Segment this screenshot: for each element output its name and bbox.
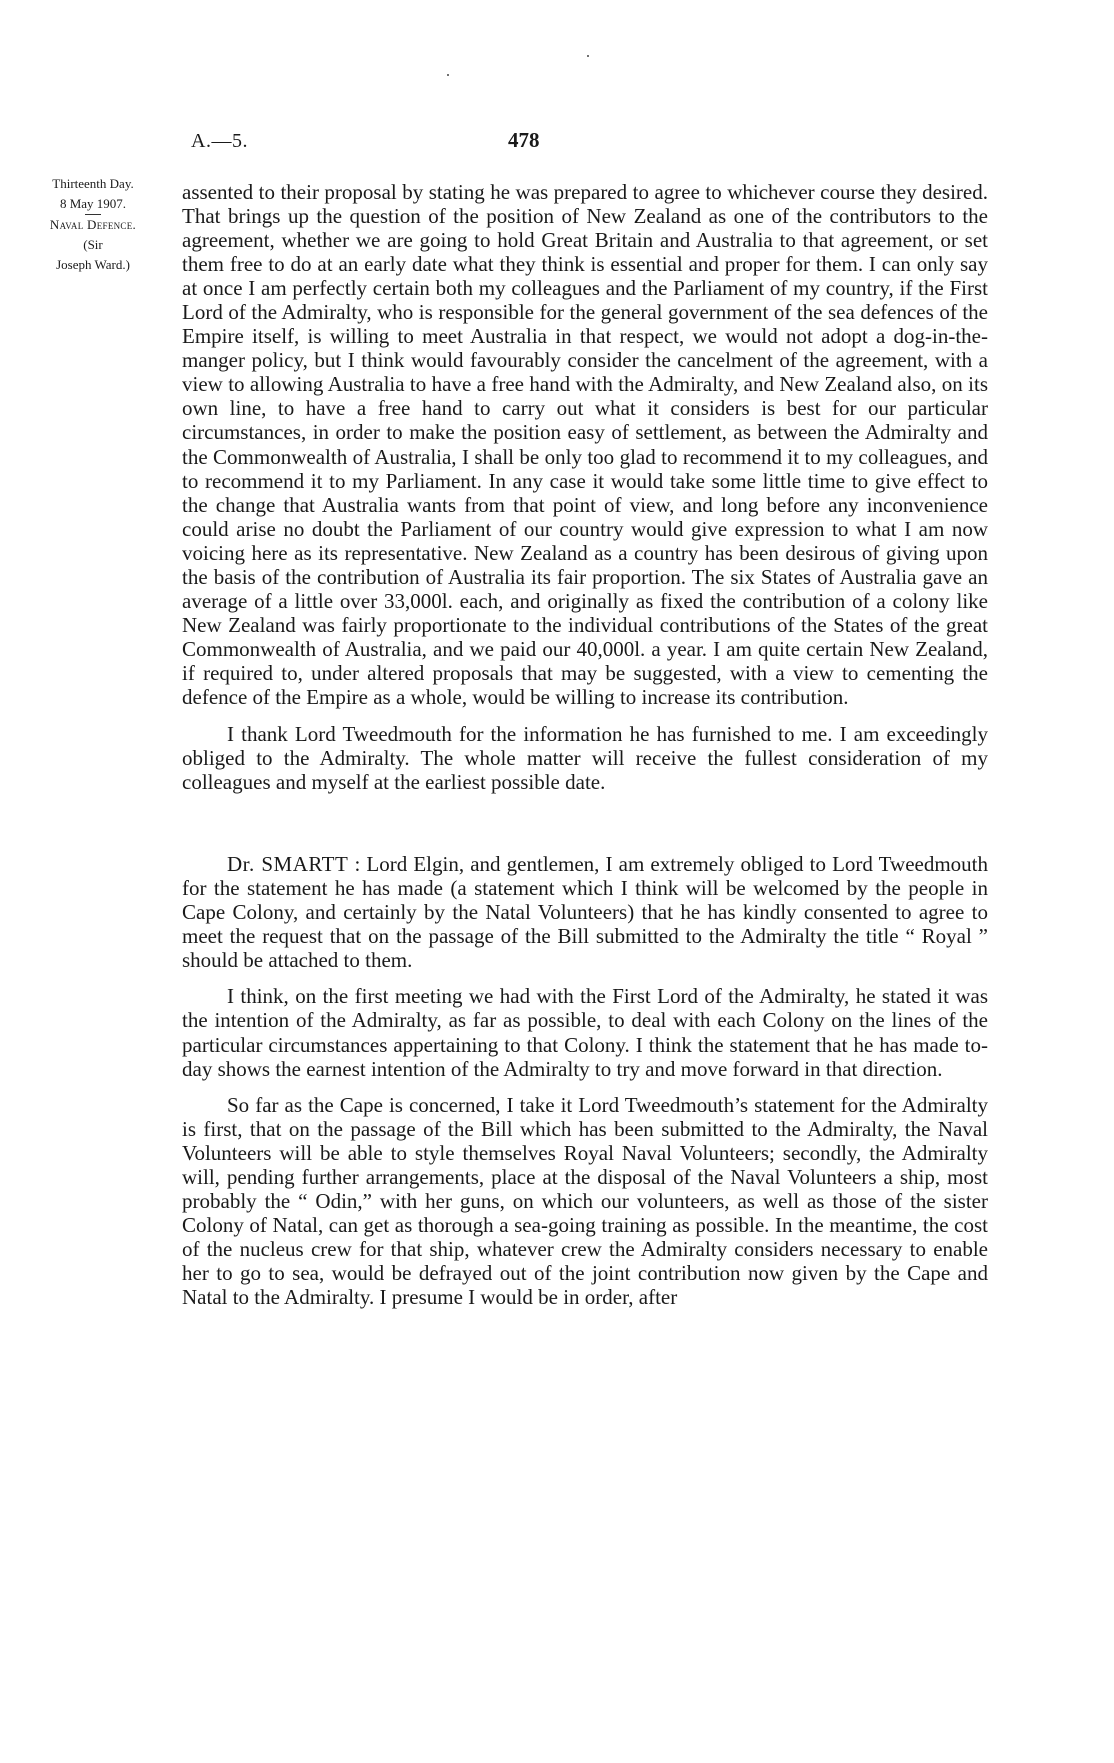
margin-note [18,174,168,275]
paragraph-ward-thanks: I thank Lord Tweedmouth for the information he has furnished to me. I am exceedingly obliged to the Admiralty. The whole matter will receive the fullest consideration of my colleagues and myself at the earliest possible date. [182,722,988,795]
sidenote-subject: Naval Defence. [49,217,137,232]
main-text [182,180,988,1309]
paragraph-smartt-first-meeting: I think, on the first meeting we had with the First Lord of the Admiralty, he stated it was the intention of the Admiralty, as far as possible, to deal with each Colony on the lines of the particular circumstances appertaining to that Colony. I think the statement that he has made to-day shows the earnest intention of the Admiralty to try and move forward in that direction. [182,984,988,1081]
paragraph-smartt-cape: So far as the Cape is concerned, I take it Lord Tweedmouth’s statement for the Admiralty is first, that on the passage of the Bill which has been submitted to the Admiralty, the Naval Volunteers will be able to style themselves Royal Naval Volunteers; secondly, the Admiralty will, pending further arrangements, place at the disposal of the Naval Volunteers a ship, most probably the “ Odin,” with her guns, on which our volunteers, as well as those of the sister Colony of Natal, can get as thorough a sea-going training as possible. In the meantime, the cost of the nucleus crew for that ship, whatever crew the Admiralty considers necessary to enable her to go to sea, would be defrayed out of the joint contribution now given by the Cape and Natal to the Admiralty. I presume I would be in order, after [182,1092,988,1309]
paragraph-smartt-opening [182,852,988,972]
print-speck [587,55,589,57]
document-reference: A.—5. [191,130,248,152]
sidenote-date: 8 May 1907. [59,196,127,211]
sidenote-day: Thirteenth Day. [52,176,134,191]
sidenote-speaker-line2: Joseph Ward.) [56,257,130,272]
print-speck [447,74,449,76]
speaker-name: Dr. SMARTT [227,852,349,877]
page-number: 478 [508,128,540,152]
paragraph-ward-continuation: assented to their proposal by stating he was prepared to agree to whichever course they desired. That brings up the question of the position of New Zealand as one of the contributors to the agreement, whether we are going to hold Great Britain and Australia to that agreement, or set them free to do at an early date what they think is essential and proper for them. I can only say at once I am perfectly certain both my colleagues and the Parliament of my country, if the First Lord of the Admiralty, who is responsible for the general government of the sea defences of the Empire itself, is willing to meet Australia in that respect, we would not adopt a dog-in-the-manger policy, but I think would favourably consider the cancelment of the agreement, with a view to allowing Australia to have a free hand with the Admiralty, and New Zealand also, on its own line, to have a free hand to carry out what it considers is best for our particular circumstances, in order to make the position easy of settlement, as between the Admiralty and the Commonwealth of Australia, I shall be only too glad to recommend it to my colleagues, and to recommend it to my Parliament. In any case it would take some little time to give effect to the change that Australia wants from that point of view, and long before any inconvenience could arise no doubt the Parliament of our country would give expression to what I am now voicing here as its representative. New Zealand as a country has been desirous of giving upon the basis of the contribution of Australia its fair proportion. The six States of Australia gave an average of a little over 33,000l. each, and originally as fixed the contribution of a colony like New Zealand was fairly proportionate to the individual contributions of the States of the great Commonwealth of Australia, and we paid our 40,000l. a year. I am quite certain New Zealand, if required to, under altered proposals that may be suggested, with a view to cementing the defence of the Empire as a whole, would be willing to increase its contribution. [182,180,988,709]
paragraph-smartt-opening-text: : Lord Elgin, and gentlemen, I am extremely obliged to Lord Tweedmouth for the statement he has made (a statement which I think will be welcomed by the people in Cape Colony, and certainly by the Natal Volunteers) that he has kindly consented to agree to meet the request that on the passage of the Bill submitted to the Admiralty the title “ Royal ” should be attached to them. [182,852,989,973]
sidenote-speaker-line1: (Sir [83,237,103,252]
